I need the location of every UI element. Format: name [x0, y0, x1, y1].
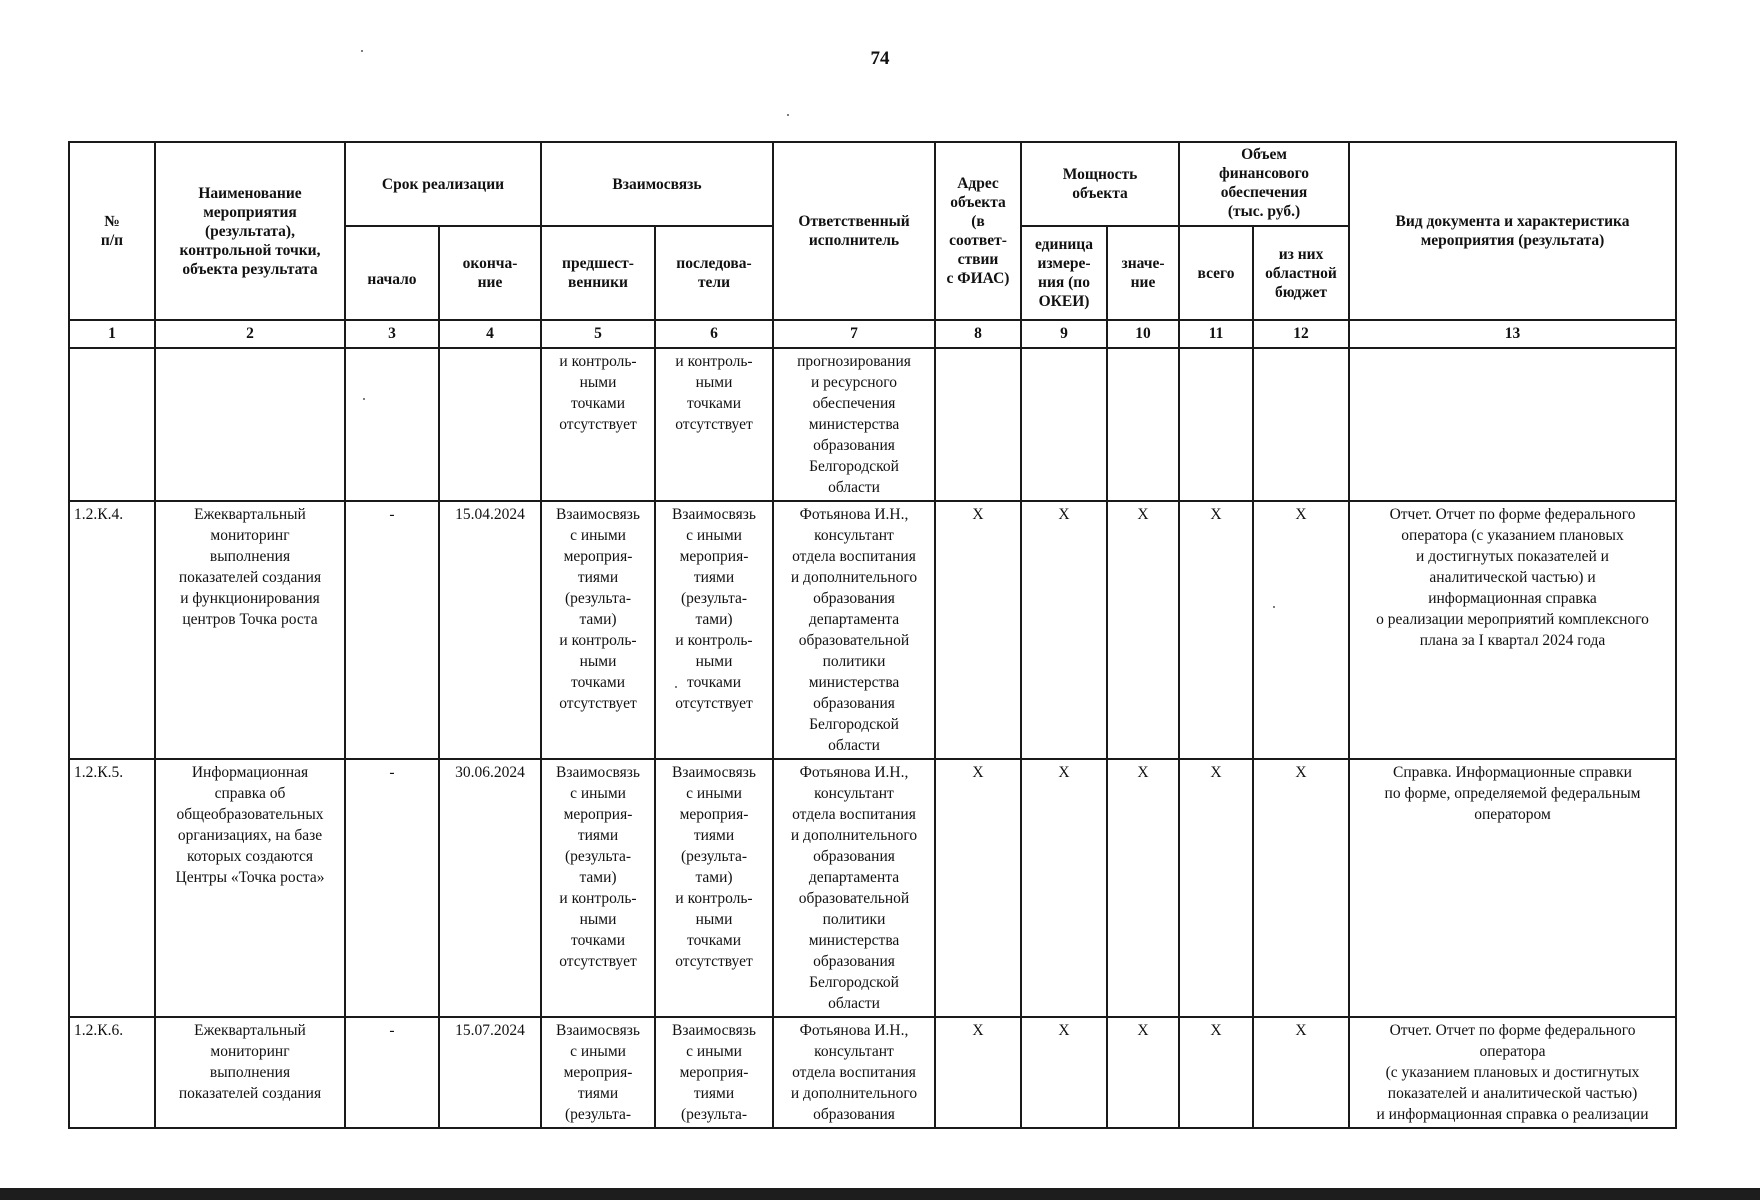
cell-name: Ежеквартальный мониторинг выполнения показателей создания и функционирования центров Точка роста — [155, 501, 345, 759]
cell-end — [439, 348, 541, 501]
cell-start: - — [345, 759, 439, 1017]
column-number: 5 — [541, 320, 655, 348]
cell-responsible: Фотьянова И.Н., консультант отдела воспитания и дополнительного образования — [773, 1017, 935, 1128]
scan-speck — [1273, 606, 1275, 608]
column-number: 2 — [155, 320, 345, 348]
cell-end: 30.06.2024 — [439, 759, 541, 1017]
cell-successors: Взаимосвязь с иными мероприя- тиями (результа- — [655, 1017, 773, 1128]
scan-speck — [675, 686, 677, 688]
cell-total: X — [1179, 501, 1253, 759]
col-header-cap-unit: единица измере- ния (по ОКЕИ) — [1021, 226, 1107, 320]
cell-end: 15.07.2024 — [439, 1017, 541, 1128]
cell-value: X — [1107, 1017, 1179, 1128]
cell-value — [1107, 348, 1179, 501]
cell-successors: Взаимосвязь с иными мероприя- тиями (результа- тами) и контроль- ными точками отсутствует — [655, 501, 773, 759]
cell-predecessors: Взаимосвязь с иными мероприя- тиями (результа- — [541, 1017, 655, 1128]
col-header-address: Адрес объекта (в соответ- ствии с ФИАС) — [935, 142, 1021, 320]
scan-bottom-edge — [0, 1188, 1760, 1200]
cell-regional: X — [1253, 501, 1349, 759]
cell-responsible: прогнозирования и ресурсного обеспечения министерства образования Белгородской области — [773, 348, 935, 501]
col-header-term: Срок реализации — [345, 142, 541, 226]
col-header-num: № п/п — [69, 142, 155, 320]
cell-num: 1.2.К.4. — [69, 501, 155, 759]
col-header-responsible: Ответственный исполнитель — [773, 142, 935, 320]
column-number: 10 — [1107, 320, 1179, 348]
column-number: 6 — [655, 320, 773, 348]
column-number: 7 — [773, 320, 935, 348]
table-row — [69, 1017, 1676, 1128]
cell-address: X — [935, 1017, 1021, 1128]
col-header-term-end: оконча- ние — [439, 226, 541, 320]
cell-address — [935, 348, 1021, 501]
col-header-doc: Вид документа и характеристика мероприятия (результата) — [1349, 142, 1676, 320]
column-number: 1 — [69, 320, 155, 348]
cell-total: X — [1179, 759, 1253, 1017]
col-header-fin-total: всего — [1179, 226, 1253, 320]
cell-responsible: Фотьянова И.Н., консультант отдела воспитания и дополнительного образования департамента образовательной политики министерства образования Белгородской области — [773, 501, 935, 759]
cell-regional — [1253, 348, 1349, 501]
col-header-rel-next: последова- тели — [655, 226, 773, 320]
header-row-1 — [69, 142, 1676, 226]
col-header-finance: Объем финансового обеспечения (тыс. руб.) — [1179, 142, 1349, 226]
cell-name: Ежеквартальный мониторинг выполнения показателей создания — [155, 1017, 345, 1128]
col-header-rel-prev: предшест- венники — [541, 226, 655, 320]
cell-value: X — [1107, 759, 1179, 1017]
column-number: 3 — [345, 320, 439, 348]
column-number: 4 — [439, 320, 541, 348]
cell-regional: X — [1253, 1017, 1349, 1128]
column-number: 8 — [935, 320, 1021, 348]
table-row — [69, 501, 1676, 759]
col-header-capacity: Мощность объекта — [1021, 142, 1179, 226]
cell-regional: X — [1253, 759, 1349, 1017]
cell-doc — [1349, 348, 1676, 501]
col-header-relation: Взаимосвязь — [541, 142, 773, 226]
cell-num: 1.2.К.5. — [69, 759, 155, 1017]
col-header-term-start: начало — [345, 226, 439, 320]
cell-end: 15.04.2024 — [439, 501, 541, 759]
cell-num: 1.2.К.6. — [69, 1017, 155, 1128]
col-header-name: Наименование мероприятия (результата), контрольной точки, объекта результата — [155, 142, 345, 320]
cell-successors: Взаимосвязь с иными мероприя- тиями (результа- тами) и контроль- ными точками отсутствует — [655, 759, 773, 1017]
cell-predecessors: Взаимосвязь с иными мероприя- тиями (результа- тами) и контроль- ными точками отсутствует — [541, 501, 655, 759]
cell-unit: X — [1021, 501, 1107, 759]
cell-address: X — [935, 501, 1021, 759]
cell-successors: и контроль- ными точками отсутствует — [655, 348, 773, 501]
cell-total: X — [1179, 1017, 1253, 1128]
cell-unit: X — [1021, 1017, 1107, 1128]
cell-start — [345, 348, 439, 501]
column-number: 9 — [1021, 320, 1107, 348]
plan-table — [68, 141, 1677, 1129]
cell-num — [69, 348, 155, 501]
cell-name: Информационная справка об общеобразовательных организациях, на базе которых создаются Центры «Точка роста» — [155, 759, 345, 1017]
cell-doc: Отчет. Отчет по форме федерального оператора (с указанием плановых и достигнутых показателей и аналитической частью) и информационная справка о реализации мероприятий комплексного плана за I квартал 2024 года — [1349, 501, 1676, 759]
col-header-cap-value: значе- ние — [1107, 226, 1179, 320]
cell-predecessors: Взаимосвязь с иными мероприя- тиями (результа- тами) и контроль- ными точками отсутствует — [541, 759, 655, 1017]
cell-start: - — [345, 501, 439, 759]
cell-unit: X — [1021, 759, 1107, 1017]
cell-doc: Справка. Информационные справки по форме, определяемой федеральным оператором — [1349, 759, 1676, 1017]
cell-responsible: Фотьянова И.Н., консультант отдела воспитания и дополнительного образования департамента образовательной политики министерства образования Белгородской области — [773, 759, 935, 1017]
column-number: 11 — [1179, 320, 1253, 348]
cell-name — [155, 348, 345, 501]
cell-predecessors: и контроль- ными точками отсутствует — [541, 348, 655, 501]
page-number: 74 — [870, 48, 890, 69]
table-row — [69, 759, 1676, 1017]
cell-value: X — [1107, 501, 1179, 759]
scan-speck — [361, 50, 363, 52]
scan-speck — [787, 114, 789, 116]
scan-speck — [363, 398, 365, 400]
cell-address: X — [935, 759, 1021, 1017]
column-number: 12 — [1253, 320, 1349, 348]
cell-unit — [1021, 348, 1107, 501]
col-header-fin-regional: из них областной бюджет — [1253, 226, 1349, 320]
cell-total — [1179, 348, 1253, 501]
cell-start: - — [345, 1017, 439, 1128]
column-number-row — [69, 320, 1676, 348]
table-row — [69, 348, 1676, 501]
cell-doc: Отчет. Отчет по форме федерального оператора (с указанием плановых и достигнутых показателей и аналитической частью) и информационная справка о реализации — [1349, 1017, 1676, 1128]
column-number: 13 — [1349, 320, 1676, 348]
